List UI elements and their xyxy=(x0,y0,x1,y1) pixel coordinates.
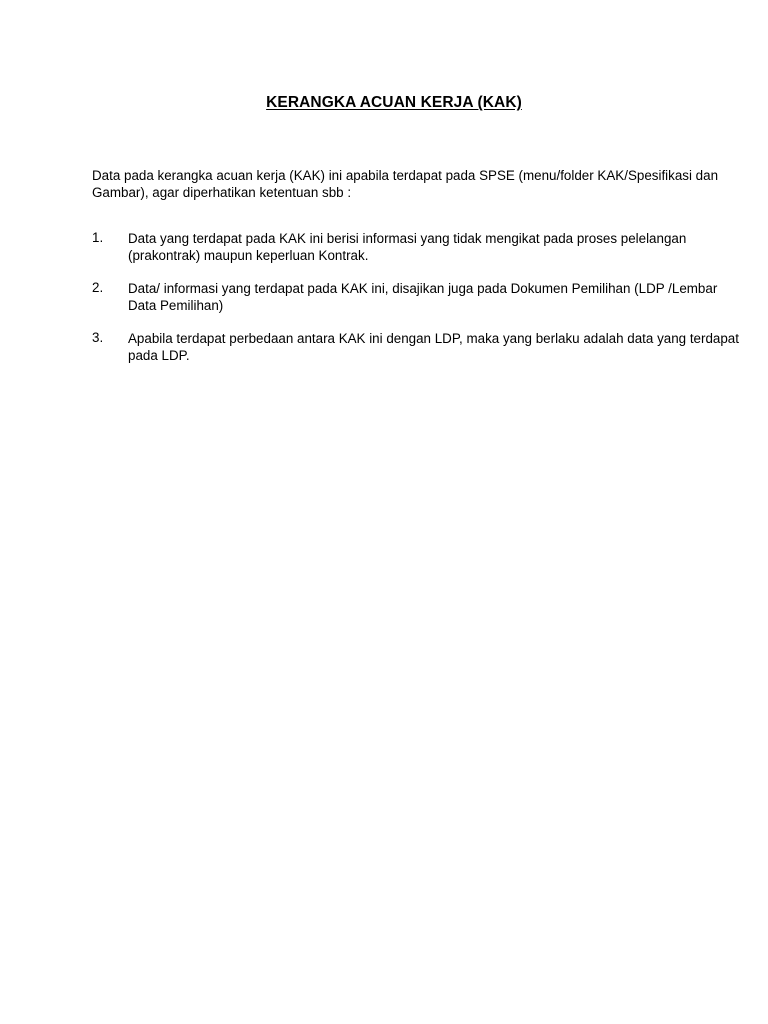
list-item xyxy=(92,280,742,314)
list-item-text: Data yang terdapat pada KAK ini berisi informasi yang tidak mengikat pada proses pelelangan (prakontrak) maupun keperluan Kontrak. xyxy=(128,231,687,263)
list-item-number: 1. xyxy=(92,230,104,245)
list-item-number: 2. xyxy=(92,280,104,295)
list-item xyxy=(92,230,742,264)
list-item-number: 3. xyxy=(92,330,104,345)
list-item-text: Apabila terdapat perbedaan antara KAK ini dengan LDP, maka yang berlaku adalah data yang terdapat pada LDP. xyxy=(128,331,739,363)
document-title: KERANGKA ACUAN KERJA (KAK) xyxy=(266,94,522,111)
intro-paragraph: Data pada kerangka acuan kerja (KAK) ini apabila terdapat pada SPSE (menu/folder KAK/Spesifikasi dan Gambar), agar diperhatikan ketentuan sbb : xyxy=(92,168,719,200)
list-item-text: Data/ informasi yang terdapat pada KAK ini, disajikan juga pada Dokumen Pemilihan (LDP /Lembar Data Pemilihan) xyxy=(128,281,718,313)
provision-list xyxy=(92,230,742,380)
list-item xyxy=(92,330,742,364)
